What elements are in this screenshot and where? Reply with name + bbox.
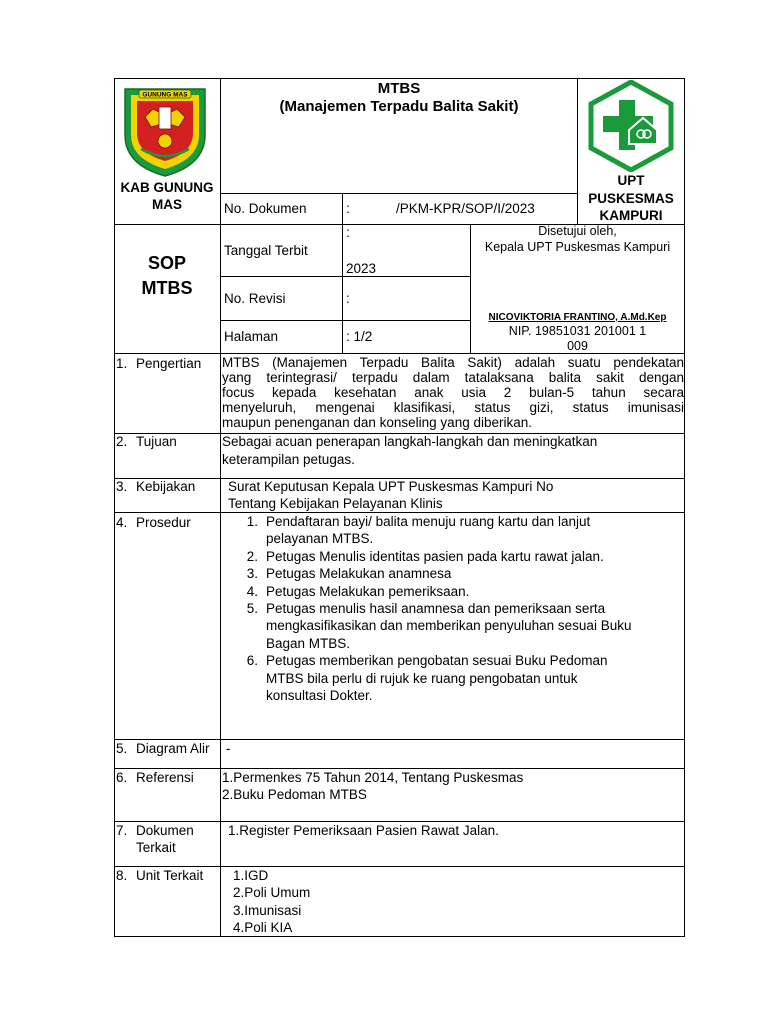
prosedur-item: 6. Petugas memberikan pengobatan sesuai Buku Pedoman MTBS bila perlu di rujuk ke ruang pengobatan untuk konsultasi Dokter. [246,653,608,704]
prosedur-item: 4. Petugas Melakukan pemeriksaan. [246,583,470,599]
tanggal-terbit-label: Tanggal Terbit [224,243,308,258]
title-main: MTBS [377,80,421,97]
tanggal-terbit-value: 2023 [346,261,377,276]
approval-line1: Disetujui oleh, [538,224,617,238]
section-label-pengertian: 1. Pengertian [116,356,202,371]
section-body-referensi: 1.Permenkes 75 Tahun 2014, Tentang Puskesmas 2.Buku Pedoman MTBS [222,770,524,802]
no-dokumen-colon: : [346,201,350,216]
prosedur-list [222,513,684,704]
section-label-diagram: 5. Diagram Alir [116,741,210,756]
section-label-kebijakan: 3. Kebijakan [116,479,196,494]
title-sub: (Manajemen Terpadu Balita Sakit) [279,98,519,115]
prosedur-item: 3. Petugas Melakukan anamnesa [246,566,452,582]
section-label-tujuan: 2. Tujuan [116,434,177,449]
no-dokumen-label: No. Dokumen [224,201,307,216]
document-title [221,80,577,116]
prosedur-item: 2. Petugas Menulis identitas pasien pada kartu rawat jalan. [246,548,604,564]
prosedur-item: 5. Petugas menulis hasil anamnesa dan pemeriksaan serta mengkasifikasikan dan memberikan penyuluhan sesuai Buku Bagan MTBS. [246,601,632,651]
puskesmas-logo [583,80,679,172]
kab-gunung-mas-logo [121,83,209,178]
approver-name: NICOVIKTORIA FRANTINO, A.Md.Kep [488,312,667,323]
section-label-dokumen: 7. Dokumen Terkait [116,823,194,855]
section-body-pengertian: MTBS (Manajemen Terpadu Balita Sakit) adalah suatu pendekatan yang terintegrasi/ terpadu dalam tatalaksana balita sakit dengan focus kepada kesehatan anak usia 2 bulan-5 tahun secara menyeluruh, mengenai klasifikasi, status gizi, status imunisasi maupun penenganan dan konseling yang diberikan. [222,355,684,430]
section-body-unit: 1.IGD 2.Poli Umum 3.Imunisasi 4.Poli KIA [233,868,311,935]
left-org-name: KAB GUNUNG MAS [120,180,214,212]
no-revisi-label: No. Revisi [224,291,286,306]
sop-label: SOP MTBS [141,253,193,298]
section-label-unit: 8. Unit Terkait [116,868,204,883]
no-revisi-value: : [346,291,350,306]
approval-line2: Kepala UPT Puskesmas Kampuri [484,240,671,254]
section-body-kebijakan: Surat Keputusan Kepala UPT Puskesmas Kampuri No Tentang Kebijakan Pelayanan Klinis [228,479,554,511]
halaman-label: Halaman [224,329,279,344]
section-body-diagram: - [226,741,231,756]
prosedur-item: 1. Pendaftaran bayi/ balita menuju ruang kartu dan lanjut pelayanan MTBS. [246,514,591,547]
section-body-dokumen: 1.Register Pemeriksaan Pasien Rawat Jalan. [228,823,499,838]
no-dokumen-value: /PKM-KPR/SOP/I/2023 [396,201,535,216]
halaman-value: : 1/2 [346,329,373,344]
section-label-referensi: 6. Referensi [116,770,194,785]
approver-nip: NIP. 19851031 201001 1 009 [508,324,647,353]
tanggal-terbit-colon: : [346,225,350,240]
approval-block [471,223,684,255]
section-body-tujuan: Sebagai acuan penerapan langkah-langkah dan meningkatkan keterampilan petugas. [222,434,598,467]
section-label-prosedur: 4. Prosedur [116,515,191,530]
svg-text:GUNUNG MAS: GUNUNG MAS [142,91,188,99]
right-org-name: UPT PUSKESMAS KAMPURI [588,173,674,223]
